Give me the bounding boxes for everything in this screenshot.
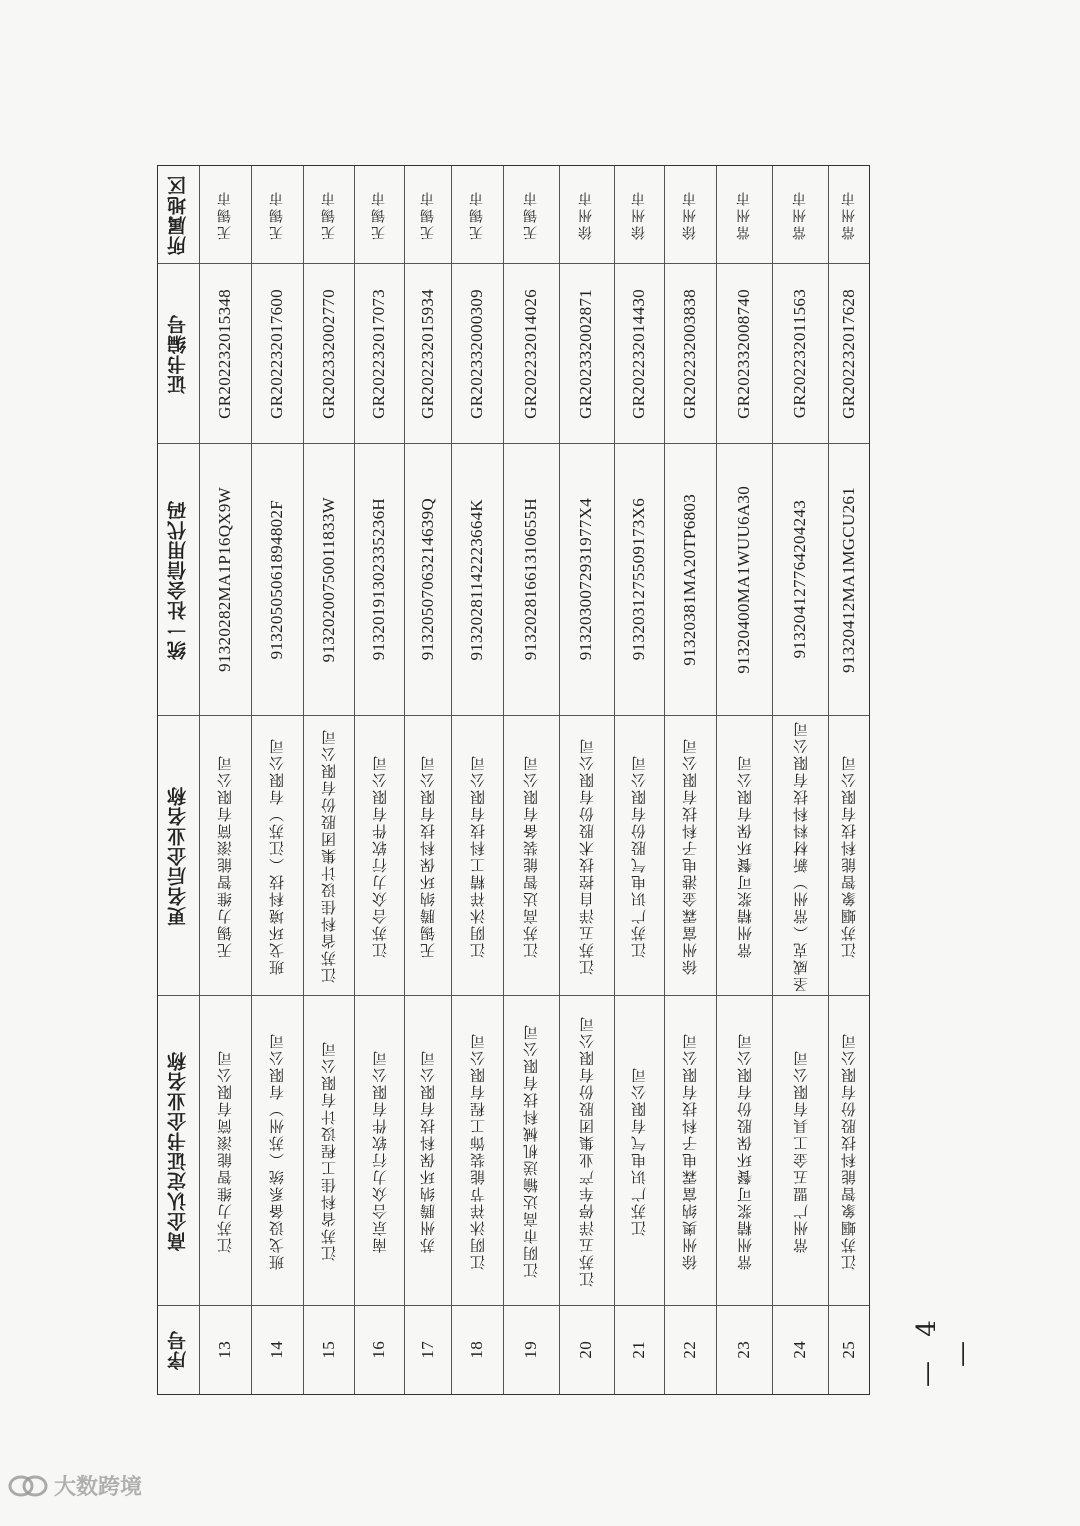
orig-name-cell: 班戈设备系统（苏州）有限公司 [252, 996, 303, 1306]
orig-name-cell: 江苏广识电气有限公司 [615, 996, 664, 1306]
credit-code-cell: 9132030072931977X4 [560, 444, 614, 716]
company-rename-table [157, 165, 870, 1395]
seq-cell: 23 [734, 1341, 754, 1359]
cert-no-cell: GR202332002871 [560, 264, 614, 444]
region-cell: 无锡市 [252, 166, 303, 264]
orig-name-cell: 常州广盟五金工具有限公司 [773, 996, 828, 1306]
cert-no-cell: GR202232015934 [405, 264, 451, 444]
credit-code-cell: 91320400MA1WUU6A30 [717, 444, 772, 716]
cert-no-cell: GR202232014026 [504, 264, 559, 444]
credit-code-cell: 913204127764204243 [773, 444, 828, 716]
page-number [911, 1290, 977, 1410]
table-header-column [158, 166, 200, 1394]
orig-name-cell: 江苏力维智能滚筒有限公司 [200, 996, 251, 1306]
new-name-cell: 无锡力维智能滚筒有限公司 [200, 716, 251, 996]
seq-cell: 21 [628, 1341, 648, 1359]
credit-code-cell: 91320507063214639Q [405, 444, 451, 716]
region-cell: 常州市 [829, 166, 869, 264]
header-region-label: 所属地区 [166, 174, 189, 255]
new-name-cell: 江苏合众力行软件有限公司 [355, 716, 404, 996]
new-name-cell: 圣威克（常州）新材料科技有限公司 [773, 716, 828, 996]
seq-cell: 24 [790, 1341, 810, 1359]
new-name-cell: 江苏高达智能装备有限公司 [504, 716, 559, 996]
region-cell: 无锡市 [405, 166, 451, 264]
orig-name-cell: 江苏蝈象智能科技股份有限公司 [829, 996, 869, 1306]
new-name-cell: 江苏省科佳设计集团股份有限公司 [304, 716, 355, 996]
table-row [615, 166, 665, 1394]
watermark-text: 大数跨境 [54, 1475, 143, 1500]
cert-no-cell: GR202232017073 [355, 264, 404, 444]
orig-name-cell: 常州精浆可餐环保股份有限公司 [717, 996, 772, 1306]
orig-name-cell: 江阴沐祥节能装饰工程有限公司 [452, 996, 503, 1306]
new-name-cell: 江苏五洋自控技术股份有限公司 [560, 716, 614, 996]
region-cell: 常州市 [773, 166, 828, 264]
page-number-text: — 4 — [911, 1312, 977, 1388]
header-region [158, 166, 199, 264]
region-cell: 无锡市 [355, 166, 404, 264]
table-row [829, 166, 869, 1394]
orig-name-cell: 江苏五洋停车产业集团股份有限公司 [560, 996, 614, 1306]
seq-cell: 14 [266, 1341, 286, 1359]
cert-no-cell: GR202332002770 [304, 264, 355, 444]
cert-no-cell: GR202232014430 [615, 264, 664, 444]
watermark-logo-icon [8, 1473, 48, 1499]
seq-cell: 25 [838, 1341, 858, 1359]
header-credit-code-label: 统一社会信用代码 [166, 499, 189, 660]
orig-name-cell: 南京合众力行软件有限公司 [355, 996, 404, 1306]
region-cell: 徐州市 [665, 166, 717, 264]
orig-name-cell: 徐州奥纳富霖电子科技有限公司 [665, 996, 717, 1306]
seq-cell: 20 [576, 1341, 596, 1359]
cert-no-cell: GR202232015348 [200, 264, 251, 444]
cert-no-cell: GR202332000309 [452, 264, 503, 444]
orig-name-cell: 江苏省科佳工程设计有限公司 [304, 996, 355, 1306]
region-cell: 徐州市 [560, 166, 614, 264]
credit-code-cell: 91320282MA1P16QX9W [200, 444, 251, 716]
credit-code-cell: 91320191302335236H [355, 444, 404, 716]
new-name-cell: 江阴沐祥精工科技有限公司 [452, 716, 503, 996]
watermark [8, 1470, 142, 1501]
new-name-cell: 江苏广识电气股份有限公司 [615, 716, 664, 996]
cert-no-cell: GR202232017628 [829, 264, 869, 444]
header-new-name-label: 更名后企业名称 [166, 785, 189, 926]
header-cert-no [158, 264, 199, 444]
orig-name-cell: 江阴市高达输送机械科技有限公司 [504, 996, 559, 1306]
table-row [252, 166, 304, 1394]
cert-no-cell: GR202232011563 [773, 264, 828, 444]
new-name-cell: 无锡腾纳环保科技有限公司 [405, 716, 451, 996]
credit-code-cell: 91320381MA20TP6803 [665, 444, 717, 716]
new-name-cell: 班戈环境科技（江苏）有限公司 [252, 716, 303, 996]
seq-cell: 17 [417, 1341, 437, 1359]
table-row [560, 166, 615, 1394]
table-row [665, 166, 718, 1394]
region-cell: 无锡市 [452, 166, 503, 264]
header-seq-label: 序号 [166, 1330, 189, 1370]
seq-cell: 13 [214, 1341, 234, 1359]
header-cert-no-label: 证书编号 [166, 313, 189, 394]
seq-cell: 15 [318, 1341, 338, 1359]
seq-cell: 22 [680, 1341, 700, 1359]
table-row [304, 166, 356, 1394]
table-row [405, 166, 452, 1394]
seq-cell: 19 [521, 1341, 541, 1359]
table-row [773, 166, 829, 1394]
region-cell: 常州市 [717, 166, 772, 264]
new-name-cell: 徐州富霖金港电子科技有限公司 [665, 716, 717, 996]
region-cell: 无锡市 [504, 166, 559, 264]
region-cell: 徐州市 [615, 166, 664, 264]
cert-no-cell: GR202232003838 [665, 264, 717, 444]
header-orig-name [158, 996, 199, 1306]
seq-cell: 16 [369, 1341, 389, 1359]
table-row [452, 166, 504, 1394]
seq-cell: 18 [467, 1341, 487, 1359]
table-row [355, 166, 405, 1394]
new-name-cell: 常州精浆可餐环保有限公司 [717, 716, 772, 996]
credit-code-cell: 9132031275509173X6 [615, 444, 664, 716]
table-row [717, 166, 773, 1394]
region-cell: 无锡市 [200, 166, 251, 264]
header-credit-code [158, 444, 199, 716]
table-row [200, 166, 252, 1394]
new-name-cell: 江苏蝈象智能科技有限公司 [829, 716, 869, 996]
cert-no-cell: GR202232017600 [252, 264, 303, 444]
cert-no-cell: GR202332008740 [717, 264, 772, 444]
region-cell: 无锡市 [304, 166, 355, 264]
header-orig-name-label: 高企认定证书企业名称 [166, 1050, 189, 1251]
credit-code-cell: 91320412MA1MGCU261 [829, 444, 869, 716]
header-new-name [158, 716, 199, 996]
orig-name-cell: 苏州腾纳环保科技有限公司 [405, 996, 451, 1306]
table-row [504, 166, 560, 1394]
header-seq [158, 1306, 199, 1394]
credit-code-cell: 91320200750011833W [304, 444, 355, 716]
credit-code-cell: 91320281142223664K [452, 444, 503, 716]
credit-code-cell: 91320281661310655H [504, 444, 559, 716]
credit-code-cell: 91320505061894802F [252, 444, 303, 716]
